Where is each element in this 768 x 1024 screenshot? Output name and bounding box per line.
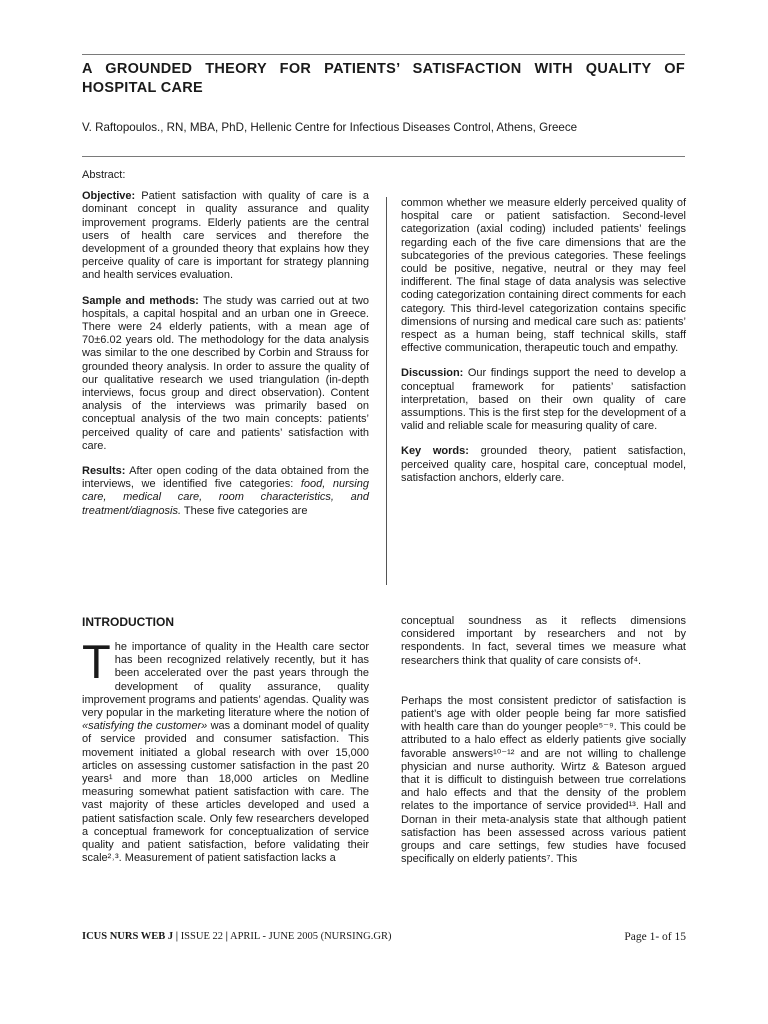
abstract-sample [82, 295, 369, 453]
introduction-right-column [401, 615, 686, 878]
sample-text: The study was carried out at two hospitals, a capital hospital and an urban one in Greece. There were 24 elderly patients, with a mean age of 70±6.02 years old. The methodology for the data analysis was similar to the one described by Corbin and Strauss for grounded theory analysis. In order to assure the quality of our qualitative research we used triangulation (in-depth interviews, focus group and direct observation). Content analysis of the interviews was primarily based on conceptual analysis of the two main concepts: patients’ perceived quality of care and patients’ satisfaction with care. [82, 294, 370, 452]
introduction-heading: INTRODUCTION [82, 615, 174, 629]
keywords-text: grounded theory, patient satisfaction, perceived quality care, hospital care, conceptual model, satisfaction anchors, elderly care. [401, 445, 686, 484]
drop-cap: T [82, 635, 111, 688]
objective-label: Objective: [82, 190, 136, 203]
abstract-heading: Abstract: [82, 169, 126, 181]
abstract-discussion [401, 367, 686, 433]
intro-text-b: was a dominant model of quality of service provided and consumer satisfaction. This movement initiated a global research with over 15,000 articles on assessing customer satisfaction in the past 20 years¹ and more than 18,000 articles on Medline measuring somewhat patient satisfaction with care. The vast majority of these articles developed and used a patient satisfaction scale. Only few researchers developed a conceptual framework for conceptualization of service quality and patient satisfaction, before validating their scale²˒³. Measurement of patient satisfaction lacks a [82, 720, 369, 865]
paper-title: A GROUNDED THEORY FOR PATIENTS’ SATISFACTION WITH QUALITY OF HOSPITAL CARE [82, 61, 685, 96]
abstract-keywords [401, 445, 686, 485]
issue-number: ISSUE 22 [180, 931, 223, 942]
results-label: Results: [82, 465, 126, 478]
author-line: V. Raftopoulos., RN, MBA, PhD, Hellenic Centre for Infectious Diseases Control, Athens, Greece [82, 121, 578, 134]
discussion-text: Our findings support the need to develop a conceptual framework for patients’ satisfaction interpretation, based on their own quality of care assumptions. This is the first step for the development of a valid and reliable scale for measuring quality of care. [401, 367, 686, 433]
introduction-paragraph-1 [82, 635, 369, 865]
footer-separator: | [225, 931, 228, 942]
introduction-paragraph-3: Perhaps the most consistent predictor of satisfaction is patient’s age with older people being far more satisfied with health care than do younger people⁵⁻⁹. This could be attributed to a halo effect as elderly patients give socially favorable answers¹⁰⁻¹² and are not willing to challenge physician and nurse authority. Wirtz & Bateson argued that it is difficult to distinguish between true correlations and halo effects and that the density of the problem relates to the importance of service provided¹³. Hall and Dornan in their meta-analysis state that although patient satisfaction has been assessed across various patient groups and care settings, few studies have focused specifically on elderly patients⁷. This [401, 694, 686, 866]
page-number: Page 1- of 15 [624, 931, 686, 943]
results-text-a: After open coding of the data obtained from the interviews, we identified five categories: [82, 465, 370, 491]
footer-separator: | [175, 931, 179, 942]
results-text-b: These five categories are [183, 504, 308, 517]
issue-date: APRIL - JUNE 2005 (NURSING.GR) [229, 931, 392, 942]
discussion-label: Discussion: [401, 367, 464, 380]
journal-name: ICUS NURS WEB J [82, 931, 174, 942]
column-divider [386, 197, 387, 585]
intro-text-a: he importance of quality in the Health care sector has been recognized relatively recently, but it has been accelerated over the past years through the development of quality assurance, quality improvement programs and patients’ agendas. Quality was very popular in the marketing literature where the notion of [82, 641, 369, 720]
introduction-left-column [82, 615, 369, 877]
abstract-results-continued: common whether we measure elderly perceived quality of hospital care or patient satisfaction. Second-level categorization (axial coding) included patients’ feelings regarding each of the five care dimensions that are the subcategories of the previous categories. These feelings could be positive, negative, neutral or they may feel indifferent. The final stage of data analysis was selective coding categorization containing direct comments for each category. This third-level categorization contains specific dimensions of nursing and medical care such as: patients’ respect as a human being, staff technical skills, staff effective communication, therapeutic touch and empathy. [401, 197, 686, 355]
abstract-objective [82, 190, 369, 282]
intro-italic-phrase: «satisfying the customer» [82, 720, 208, 733]
top-rule [82, 54, 685, 55]
abstract-right-column [401, 197, 686, 497]
abstract-results [82, 465, 369, 518]
header-bottom-rule [82, 156, 685, 157]
objective-text: Patient satisfaction with quality of care is a dominant concept in quality assurance and quality improvement programs. Elderly patients are the central users of health care services and therefore the development of a grounded theory that explains how they perceive quality of care is important for strategy planning and health services evaluation. [82, 190, 369, 282]
keywords-label: Key words: [401, 445, 469, 458]
abstract-left-column [82, 169, 369, 530]
sample-label: Sample and methods: [82, 294, 199, 307]
introduction-paragraph-2: conceptual soundness as it reflects dimensions considered important by researchers and not by respondents. In fact, several times we measure what researchers think that quality of care consists of⁴. [401, 615, 686, 667]
footer-journal-info [82, 931, 391, 942]
results-categories: food, nursing care, medical care, room characteristics, and treatment/diagnosis. [82, 478, 369, 517]
